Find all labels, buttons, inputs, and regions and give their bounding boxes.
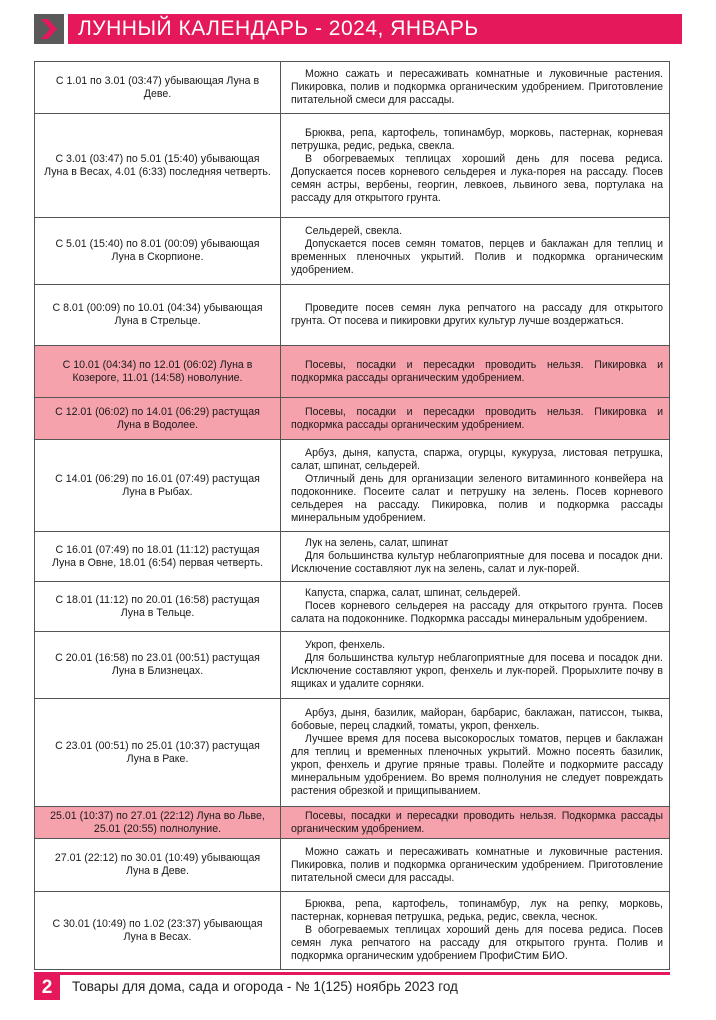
recommendation-text: В обогреваемых теплицах хороший день для посева редиса. Допускается посев корневого сельдерея и лука-порея на рассаду. Посев семян астры, вербены, георгин, левкоев, львиного зева, портулака на рассаду для открытого грунта. bbox=[291, 152, 663, 204]
recommendation-text: Допускается посев семян томатов, перцев и баклажан для теплиц и временных пленочных укрытий. Полив и подкормка органическим удобрением. bbox=[291, 238, 663, 276]
calendar-row bbox=[35, 398, 670, 440]
calendar-row bbox=[35, 892, 670, 970]
recommendation-cell bbox=[281, 62, 670, 114]
recommendation-cell bbox=[281, 285, 670, 346]
calendar-row bbox=[35, 114, 670, 218]
recommendation-text: Брюква, репа, картофель, топинамбур, лук на репку, морковь, пастернак, корневая петрушка, редька, редис, свекла, чеснок. bbox=[291, 898, 663, 923]
recommendation-cell bbox=[281, 398, 670, 440]
calendar-row bbox=[35, 440, 670, 532]
recommendation-cell bbox=[281, 807, 670, 839]
moon-period-cell: С 16.01 (07:49) по 18.01 (11:12) растущая Луна в Овне, 18.01 (6:54) первая четверть. bbox=[35, 532, 281, 582]
moon-period-cell: С 3.01 (03:47) по 5.01 (15:40) убывающая Луна в Весах, 4.01 (6:33) последняя четверть. bbox=[35, 114, 281, 218]
recommendation-cell bbox=[281, 114, 670, 218]
recommendation-text: Лук на зелень, салат, шпинат bbox=[305, 537, 449, 549]
recommendation-cell bbox=[281, 582, 670, 632]
recommendation-cell bbox=[281, 632, 670, 699]
recommendation-text: Для большинства культур неблагоприятные для посева и посадок дни. Исключение составляют укроп, фенхель и лук-порей. Прорыхлите почву в ящиках и удалите сорняки. bbox=[291, 652, 663, 690]
recommendation-text: Арбуз, дыня, капуста, спаржа, огурцы, кукуруза, листовая петрушка, салат, шпинат, сельдерей. bbox=[291, 446, 663, 472]
recommendation-text: Проведите посев семян лука репчатого на рассаду для открытого грунта. От посева и пикировки других культур лучше воздержаться. bbox=[291, 302, 663, 327]
recommendation-text: Сельдерей, свекла. bbox=[305, 225, 403, 237]
moon-period-cell: С 1.01 по 3.01 (03:47) убывающая Луна в Деве. bbox=[35, 62, 281, 114]
moon-period-cell: С 14.01 (06:29) по 16.01 (07:49) растущая Луна в Рыбах. bbox=[35, 440, 281, 532]
recommendation-text: Можно сажать и пересаживать комнатные и луковичные растения. Пикировка, полив и подкормка органическим удобрением. Приготовление питательной смеси для рассады. bbox=[291, 845, 663, 884]
calendar-row bbox=[35, 807, 670, 839]
calendar-row bbox=[35, 346, 670, 398]
recommendation-text: Посев корневого сельдерея на рассаду для открытого грунта. Посев салата на подоконнике. Подкормка рассады минеральным удобрением. bbox=[291, 600, 663, 625]
calendar-row bbox=[35, 632, 670, 699]
calendar-row bbox=[35, 62, 670, 114]
page-header bbox=[34, 14, 682, 44]
recommendation-text: Брюква, репа, картофель, топинамбур, морковь, пастернак, корневая петрушка, редис, редька, свекла. bbox=[291, 126, 663, 152]
moon-period-cell: С 20.01 (16:58) по 23.01 (00:51) растущая Луна в Близнецах. bbox=[35, 632, 281, 699]
footer-publication: Товары для дома, сада и огорода - № 1(125) ноябрь 2023 год bbox=[72, 979, 458, 994]
calendar-row bbox=[35, 218, 670, 285]
page-number: 2 bbox=[34, 975, 60, 1000]
moon-period-cell: С 8.01 (00:09) по 10.01 (04:34) убывающая Луна в Стрельце. bbox=[35, 285, 281, 346]
moon-period-cell: 25.01 (10:37) по 27.01 (22:12) Луна во Льве, 25.01 (20:55) полнолуние. bbox=[35, 807, 281, 839]
recommendation-text: В обогреваемых теплицах хороший день для посева редиса. Посев семян лука репчатого на рассаду для открытого грунта. Полив и подкормка органическим удобрением ПрофиСтим БИО. bbox=[291, 924, 663, 962]
recommendation-cell bbox=[281, 839, 670, 892]
recommendation-text: Арбуз, дыня, базилик, майоран, барбарис, баклажан, патиссон, тыква, бобовые, перец сладкий, томаты, укроп, фенхель. bbox=[291, 707, 663, 732]
moon-period-cell: С 30.01 (10:49) по 1.02 (23:37) убывающая Луна в Весах. bbox=[35, 892, 281, 970]
recommendation-text: Посевы, посадки и пересадки проводить нельзя. Пикировка и подкормка рассады органическим удобрением. bbox=[291, 358, 663, 384]
chevron-right-icon bbox=[34, 14, 64, 44]
recommendation-cell bbox=[281, 218, 670, 285]
recommendation-cell bbox=[281, 440, 670, 532]
calendar-row bbox=[35, 285, 670, 346]
recommendation-cell bbox=[281, 532, 670, 582]
calendar-row bbox=[35, 582, 670, 632]
footer-divider bbox=[34, 972, 670, 975]
lunar-calendar-table bbox=[34, 61, 670, 970]
recommendation-text: Укроп, фенхель. bbox=[305, 639, 386, 651]
recommendation-cell bbox=[281, 699, 670, 807]
recommendation-text: Отличный день для организации зеленого витаминного конвейера на подоконнике. Посеите салат и петрушку на зелень. Посев корневого сельдерея на рассаду. Пикировка, полив и подкормка рассады минеральным удобрением. bbox=[291, 472, 663, 524]
page-title: ЛУННЫЙ КАЛЕНДАРЬ - 2024, ЯНВАРЬ bbox=[68, 14, 682, 44]
moon-period-cell: С 12.01 (06:02) по 14.01 (06:29) растущая Луна в Водолее. bbox=[35, 398, 281, 440]
recommendation-text: Лучшее время для посева высокорослых томатов, перцев и баклажан для теплиц и временных пленочных укрытий. Можно посеять базилик, укроп, фенхель и другие пряные травы. Полейте и подкормите рассаду минеральным удобрением. Во время полнолуния не следует повреждать растения обрезкой и прищипыванием. bbox=[291, 733, 663, 797]
recommendation-text: Капуста, спаржа, салат, шпинат, сельдерей. bbox=[305, 587, 521, 599]
moon-period-cell: С 5.01 (15:40) по 8.01 (00:09) убывающая Луна в Скорпионе. bbox=[35, 218, 281, 285]
recommendation-text: Посевы, посадки и пересадки проводить нельзя. Подкормка рассады органическим удобрением. bbox=[291, 809, 663, 835]
recommendation-text: Для большинства культур неблагоприятные для посева и посадок дни. Исключение составляют лук на зелень, салат и лук-порей. bbox=[291, 550, 663, 575]
calendar-row bbox=[35, 839, 670, 892]
recommendation-text: Можно сажать и пересаживать комнатные и луковичные растения. Пикировка, полив и подкормка органическим удобрением. Приготовление питательной смеси для рассады. bbox=[291, 68, 663, 106]
moon-period-cell: 27.01 (22:12) по 30.01 (10:49) убывающая Луна в Деве. bbox=[35, 839, 281, 892]
calendar-row bbox=[35, 699, 670, 807]
moon-period-cell: С 18.01 (11:12) по 20.01 (16:58) растущая Луна в Тельце. bbox=[35, 582, 281, 632]
recommendation-cell bbox=[281, 892, 670, 970]
calendar-row bbox=[35, 532, 670, 582]
moon-period-cell: С 10.01 (04:34) по 12.01 (06:02) Луна в Козероге, 11.01 (14:58) новолуние. bbox=[35, 346, 281, 398]
moon-period-cell: С 23.01 (00:51) по 25.01 (10:37) растущая Луна в Раке. bbox=[35, 699, 281, 807]
recommendation-text: Посевы, посадки и пересадки проводить нельзя. Пикировка и подкормка рассады органическим удобрением. bbox=[291, 405, 663, 431]
recommendation-cell bbox=[281, 346, 670, 398]
